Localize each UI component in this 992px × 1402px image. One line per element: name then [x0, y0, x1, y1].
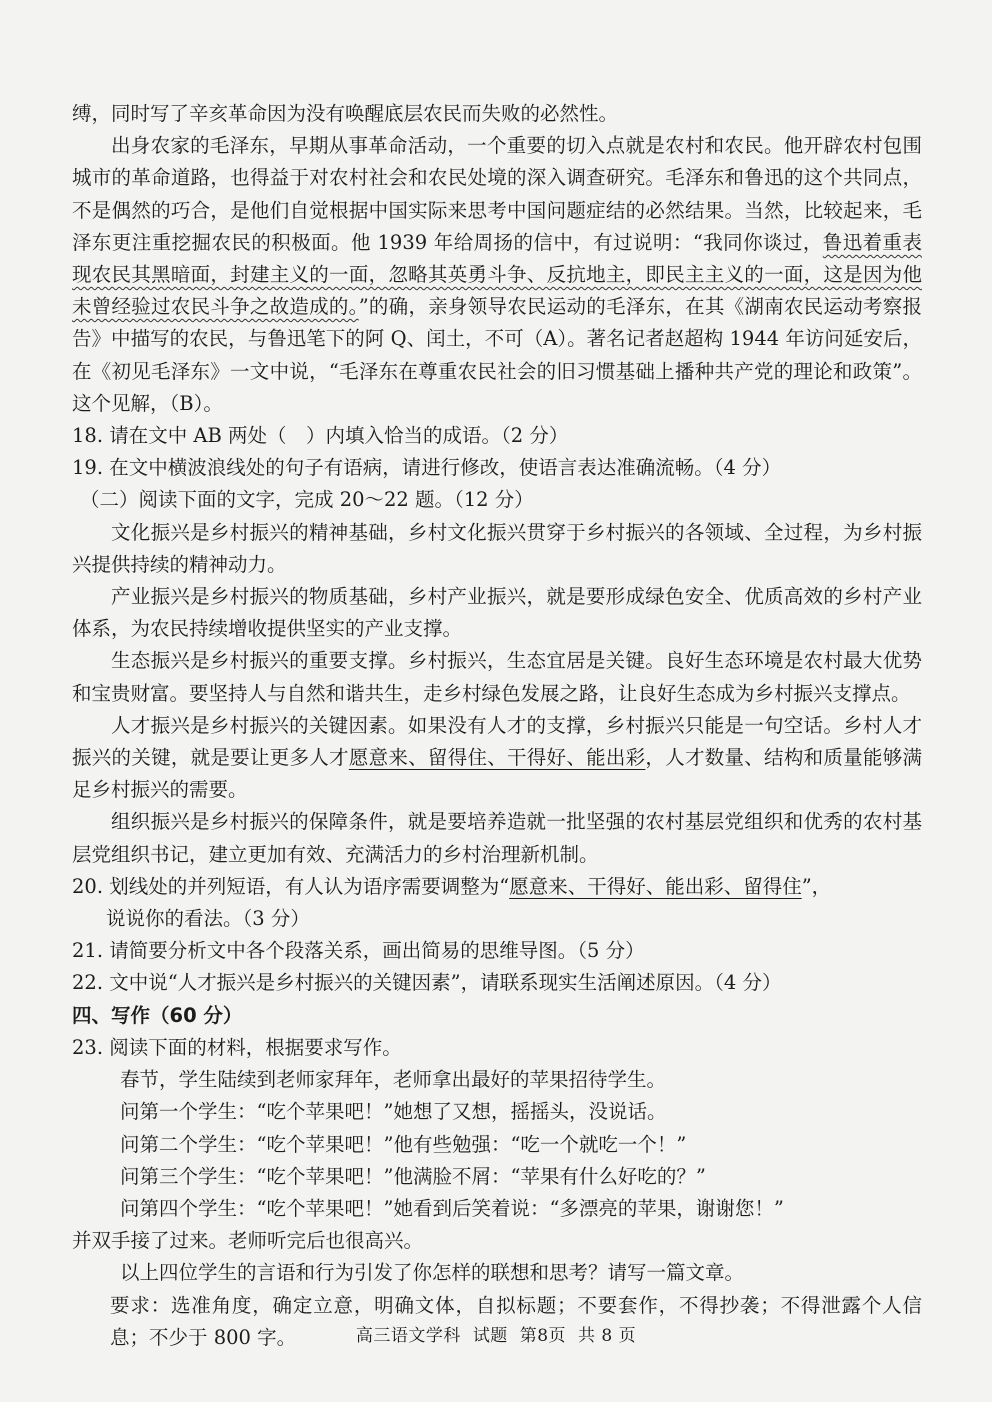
question-22: 22. 文中说“人才振兴是乡村振兴的关键因素”，请联系现实生活阐述原因。（4 分）	[72, 971, 782, 995]
q20-text-before: 20. 划线处的并列短语，有人认为语序需要调整为“	[72, 874, 510, 898]
paragraph-mao-lu-xun	[72, 130, 922, 420]
paragraph-continuation: 缚，同时写了辛亥革命因为没有唤醒底层农民而失败的必然性。	[72, 102, 619, 125]
paragraph-organization: 组织振兴是乡村振兴的保障条件，就是要培养造就一批坚强的农村基层党组织和优秀的农村基层党组织书记，建立更加有效、充满活力的乡村治理新机制。	[72, 810, 922, 866]
material-line-5: 问第四个学生：“吃个苹果吧！”她看到后笑着说：“多漂亮的苹果，谢谢您！”	[120, 1196, 784, 1220]
question-19: 19. 在文中横波浪线处的句子有语病，请进行修改，使语言表达准确流畅。（4 分）	[72, 456, 782, 480]
p2-text-after: ”的确，亲身领导农民运动的毛泽东，在其《湖南农民运动考察报告》中描写的农民，与鲁迅笔下的阿 Q、闰土，不可（A）。著名记者赵超构 1944 年访问延安后，在《初见毛泽东》一文中说，“毛泽东在尊重农民社会的旧习惯基础上播种共产党的理论和政策”。这个见解，（B）。	[72, 295, 922, 415]
page-footer	[0, 1321, 992, 1346]
wavy-underlined-sentence: 鲁迅着重表现农民其黑暗面，封建主义的一面，忽略其英勇斗争、反抗地主，即民主主义的一面，这是因为他未曾经验过农民斗争之故造成的。	[72, 230, 922, 319]
paragraph-industry: 产业振兴是乡村振兴的物质基础，乡村产业振兴，就是要形成绿色安全、优质高效的乡村产业体系，为农民持续增收提供坚实的产业支撑。	[72, 585, 922, 641]
question-21: 21. 请简要分析文中各个段落关系，画出简易的思维导图。（5 分）	[72, 939, 645, 963]
question-20-continuation: 说说你的看法。（3 分）	[106, 907, 310, 931]
footer-page-number: 第8页	[519, 1326, 567, 1346]
writing-requirements: 要求：选准角度，确定立意，明确文体，自拟标题；不要套作，不得抄袭；不得泄露个人信息；不少于 800 字。	[110, 1293, 922, 1349]
section-2-title: （二）阅读下面的文字，完成 20～22 题。（12 分）	[80, 488, 534, 512]
material-line-1: 春节，学生陆续到老师家拜年，老师拿出最好的苹果招待学生。	[120, 1068, 667, 1092]
material-line-2: 问第一个学生：“吃个苹果吧！”她想了又想，摇摇头，没说话。	[120, 1100, 667, 1124]
material-line-5-continuation: 并双手接了过来。老师听完后也很高兴。	[72, 1229, 424, 1253]
talent-text-before: 人才振兴是乡村振兴的关键因素。如果没有人才的支撑，乡村振兴只能是一句空话。乡村人才振兴的关键，就是要让更多人才	[72, 713, 922, 770]
footer-subject: 高三语文学科	[355, 1326, 461, 1346]
question-18: 18. 请在文中 AB 两处（ ）内填入恰当的成语。（2 分）	[72, 424, 569, 448]
paragraph-ecology: 生态振兴是乡村振兴的重要支撑。乡村振兴，生态宜居是关键。良好生态环境是农村最大优势和宝贵财富。要坚持人与自然和谐共生，走乡村绿色发展之路，让良好生态成为乡村振兴支撑点。	[72, 649, 922, 705]
p2-text-before: 出身农家的毛泽东，早期从事革命活动，一个重要的切入点就是农村和农民。他开辟农村包围城市的革命道路，也得益于对农村社会和农民处境的深入调查研究。毛泽东和鲁迅的这个共同点，不是偶然的巧合，是他们自觉根据中国实际来思考中国问题症结的必然结果。当然，比较起来，毛泽东更注重挖掘农民的积极面。他 1939 年给周扬的信中，有过说明：“我同你谈过，	[72, 134, 922, 254]
question-20	[72, 871, 922, 903]
page-content	[72, 98, 922, 1354]
writing-prompt: 以上四位学生的言语和行为引发了你怎样的联想和思考？请写一篇文章。	[120, 1261, 745, 1285]
footer-total-pages: 共 8 页	[577, 1326, 637, 1346]
material-line-3: 问第二个学生：“吃个苹果吧！”他有些勉强：“吃一个就吃一个！”	[120, 1132, 687, 1156]
q20-underlined-order: 愿意来、干得好、能出彩、留得住	[509, 874, 802, 898]
material-line-4: 问第三个学生：“吃个苹果吧！”他满脸不屑：“苹果有什么好吃的？”	[120, 1164, 706, 1188]
paragraph-culture: 文化振兴是乡村振兴的精神基础，乡村文化振兴贯穿于乡村振兴的各领域、全过程，为乡村振兴提供持续的精神动力。	[72, 520, 922, 576]
paragraph-talent	[72, 710, 922, 807]
question-23: 23. 阅读下面的材料，根据要求写作。	[72, 1035, 402, 1059]
talent-text-after: ，人才数量、结构和质量能够满足乡村振兴的需要。	[72, 746, 922, 802]
underlined-phrases: 愿意来、留得住、干得好、能出彩	[348, 746, 646, 770]
q20-text-after: ”，	[801, 874, 832, 898]
footer-type: 试题	[472, 1326, 508, 1346]
writing-section-heading: 四、写作（60 分）	[72, 1003, 243, 1027]
